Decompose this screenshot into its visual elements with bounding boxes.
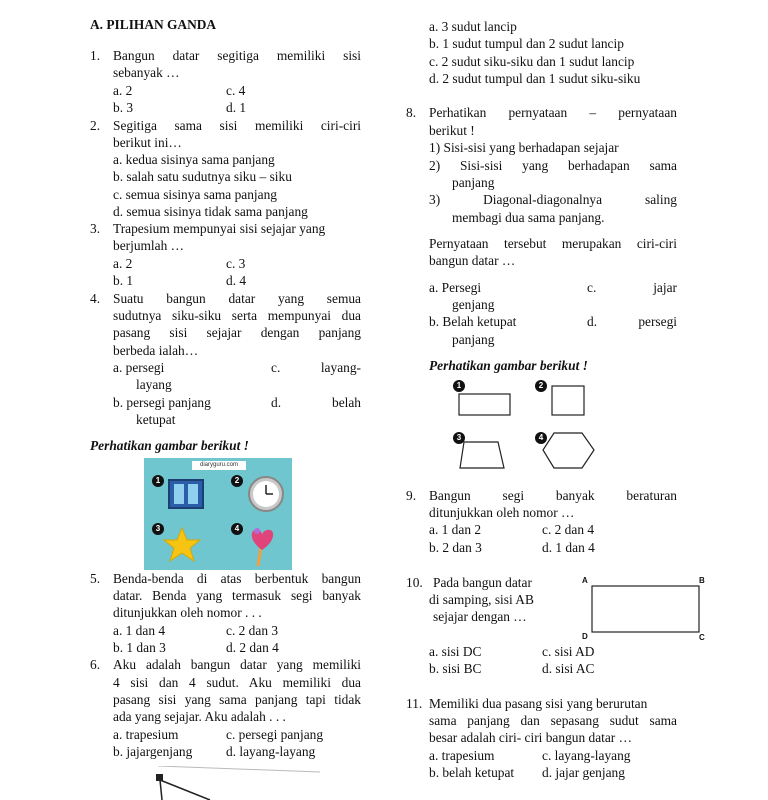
lollipop-icon bbox=[252, 528, 273, 566]
q10-text-3: sejajar dengan … bbox=[433, 609, 527, 624]
q8-statement-1: 1) Sisi-sisi yang berhadapan sejajar bbox=[429, 140, 619, 155]
q9-text: Bangun segi banyak beraturan bbox=[429, 488, 677, 503]
q8-statement-3: 3) Diagonal-diagonalnya saling bbox=[429, 192, 677, 207]
q5-option-b[interactable]: b. 1 dan 3 bbox=[113, 640, 166, 655]
objects-drawing bbox=[144, 458, 292, 570]
q2-text-2: berikut ini… bbox=[113, 135, 182, 150]
q3-text-2: berjumlah … bbox=[113, 238, 185, 253]
vertex-c-label: C bbox=[699, 633, 705, 642]
q10-option-d[interactable]: d. sisi AC bbox=[542, 661, 595, 676]
q10-number: 10. bbox=[406, 575, 423, 590]
square-shape bbox=[552, 386, 584, 415]
objects-picture bbox=[144, 458, 292, 570]
rectangle-shape bbox=[459, 394, 510, 415]
q6-text-3: pasang sisi yang sama panjang tapi tidak bbox=[113, 692, 361, 707]
q6-option-b[interactable]: b. jajargenjang bbox=[113, 744, 193, 759]
q1-option-c[interactable]: c. 4 bbox=[226, 83, 246, 98]
q4-text: Suatu bangun datar yang semua bbox=[113, 291, 361, 306]
look-caption-left: Perhatikan gambar berikut ! bbox=[90, 438, 249, 453]
q4-text-3: pasang sisi sejajar dengan panjang bbox=[113, 325, 361, 340]
q3-option-d[interactable]: d. 4 bbox=[226, 273, 247, 288]
q2-option-b[interactable]: b. salah satu sudutnya siku – siku bbox=[113, 169, 292, 184]
q2-option-d[interactable]: d. semua sisinya tidak sama panjang bbox=[113, 204, 308, 219]
q11-option-d[interactable]: d. jajar genjang bbox=[542, 765, 625, 780]
shapes-drawing bbox=[448, 378, 608, 474]
q11-number: 11. bbox=[406, 696, 423, 711]
object-number-3: 3 bbox=[152, 523, 164, 535]
q2-option-c[interactable]: c. semua sisinya sama panjang bbox=[113, 187, 277, 202]
q4-option-c[interactable]: c. layang- bbox=[271, 360, 361, 375]
section-heading: A. PILIHAN GANDA bbox=[90, 17, 217, 32]
q11-text: Memiliki dua pasang sisi yang berurutan bbox=[429, 696, 648, 711]
q3-option-a[interactable]: a. 2 bbox=[113, 256, 133, 271]
window-icon bbox=[169, 480, 203, 508]
q10-text-2: di samping, sisi AB bbox=[429, 592, 534, 607]
q11-option-c[interactable]: c. layang-layang bbox=[542, 748, 631, 763]
q4-option-d[interactable]: d. belah bbox=[271, 395, 361, 410]
q9-number: 9. bbox=[406, 488, 417, 503]
q1-option-a[interactable]: a. 2 bbox=[113, 83, 133, 98]
q8-statement-2-cont: panjang bbox=[452, 175, 495, 190]
q9-option-a[interactable]: a. 1 dan 2 bbox=[429, 522, 482, 537]
shape-number-3: 3 bbox=[453, 432, 465, 444]
q6-text: Aku adalah bangun datar yang memiliki bbox=[113, 657, 361, 672]
q9-option-d[interactable]: d. 1 dan 4 bbox=[542, 540, 595, 555]
q8-option-c[interactable]: c. jajar bbox=[587, 280, 677, 295]
q3-text: Trapesium mempunyai sisi sejajar yang bbox=[113, 221, 326, 236]
q2-number: 2. bbox=[90, 118, 101, 133]
q6-option-d[interactable]: d. layang-layang bbox=[226, 744, 316, 759]
q2-option-a[interactable]: a. kedua sisinya sama panjang bbox=[113, 152, 275, 167]
vertex-a-label: A bbox=[582, 576, 588, 585]
q7-option-d[interactable]: d. 2 sudut tumpul dan 1 sudut siku-siku bbox=[429, 71, 641, 86]
q5-option-c[interactable]: c. 2 dan 3 bbox=[226, 623, 279, 638]
q7-option-c[interactable]: c. 2 sudut siku-siku dan 1 sudut lancip bbox=[429, 54, 635, 69]
q9-option-c[interactable]: c. 2 dan 4 bbox=[542, 522, 595, 537]
q8-option-a[interactable]: a. Persegi bbox=[429, 280, 482, 295]
q6-option-c[interactable]: c. persegi panjang bbox=[226, 727, 324, 742]
q3-number: 3. bbox=[90, 221, 101, 236]
q8-option-b[interactable]: b. Belah ketupat bbox=[429, 314, 517, 329]
trapezoid-shape bbox=[460, 442, 504, 468]
q4-text-2: sudutnya siku-siku serta mempunyai dua bbox=[113, 308, 361, 323]
q8-prompt: Pernyataan tersebut merupakan ciri-ciri bbox=[429, 236, 677, 251]
q3-option-c[interactable]: c. 3 bbox=[226, 256, 246, 271]
q7-option-b[interactable]: b. 1 sudut tumpul dan 2 sudut lancip bbox=[429, 36, 624, 51]
q4-text-4: berbeda ialah… bbox=[113, 343, 199, 358]
q11-option-b[interactable]: b. belah ketupat bbox=[429, 765, 515, 780]
q5-text-3: ditunjukkan oleh nomor . . . bbox=[113, 605, 262, 620]
q10-option-a[interactable]: a. sisi DC bbox=[429, 644, 482, 659]
q7-option-a[interactable]: a. 3 sudut lancip bbox=[429, 19, 517, 34]
q5-number: 5. bbox=[90, 571, 101, 586]
q9-text-2: ditunjukkan oleh nomor … bbox=[429, 505, 575, 520]
q6-text-4: ada yang sejajar. Aku adalah . . . bbox=[113, 709, 286, 724]
look-caption-right: Perhatikan gambar berikut ! bbox=[429, 358, 588, 373]
q1-option-d[interactable]: d. 1 bbox=[226, 100, 247, 115]
object-number-4: 4 bbox=[231, 523, 243, 535]
q11-text-2: sama panjang dan sepasang sudut sama bbox=[429, 713, 677, 728]
q10-option-c[interactable]: c. sisi AD bbox=[542, 644, 595, 659]
q4-option-d-cont: ketupat bbox=[136, 412, 176, 427]
q8-statement-2: 2) Sisi-sisi yang berhadapan sama bbox=[429, 158, 677, 173]
shape-number-2: 2 bbox=[535, 380, 547, 392]
q5-text-2: datar. Benda yang termasuk segi banyak bbox=[113, 588, 361, 603]
q4-option-c-cont: layang bbox=[136, 377, 172, 392]
q5-option-a[interactable]: a. 1 dan 4 bbox=[113, 623, 166, 638]
q8-option-a-cont: genjang bbox=[452, 297, 495, 312]
q8-text-2: berikut ! bbox=[429, 123, 475, 138]
q4-option-b[interactable]: b. persegi panjang bbox=[113, 395, 211, 410]
q5-text: Benda-benda di atas berbentuk bangun bbox=[113, 571, 361, 586]
star-icon bbox=[164, 528, 200, 561]
shape-number-4: 4 bbox=[535, 432, 547, 444]
q8-statement-3-cont: membagi dua sama panjang. bbox=[452, 210, 605, 225]
q8-prompt-2: bangun datar … bbox=[429, 253, 516, 268]
partial-figure-cut bbox=[150, 766, 350, 800]
q8-text: Perhatikan pernyataan – pernyataan bbox=[429, 105, 677, 120]
clock-icon bbox=[249, 477, 283, 511]
q10-rectangle-figure bbox=[578, 574, 712, 644]
q8-number: 8. bbox=[406, 105, 417, 120]
q6-option-a[interactable]: a. trapesium bbox=[113, 727, 179, 742]
q6-text-2: 4 sisi dan 4 sudut. Aku memiliki dua bbox=[113, 675, 361, 690]
q11-text-3: besar adalah ciri- ciri bangun datar … bbox=[429, 730, 632, 745]
q10-option-b[interactable]: b. sisi BC bbox=[429, 661, 482, 676]
q3-option-b[interactable]: b. 1 bbox=[113, 273, 134, 288]
q1-option-b[interactable]: b. 3 bbox=[113, 100, 134, 115]
q6-number: 6. bbox=[90, 657, 101, 672]
watermark: diaryguru.com bbox=[192, 461, 246, 470]
hexagon-shape bbox=[543, 433, 594, 468]
object-number-2: 2 bbox=[231, 475, 243, 487]
shapes-picture bbox=[448, 378, 608, 474]
q5-option-d[interactable]: d. 2 dan 4 bbox=[226, 640, 279, 655]
q9-option-b[interactable]: b. 2 dan 3 bbox=[429, 540, 482, 555]
q10-text: Pada bangun datar bbox=[433, 575, 532, 590]
q11-option-a[interactable]: a. trapesium bbox=[429, 748, 495, 763]
q2-text: Segitiga sama sisi memiliki ciri-ciri bbox=[113, 118, 361, 133]
q1-number: 1. bbox=[90, 48, 101, 63]
q1-text: Bangun datar segitiga memiliki sisi bbox=[113, 48, 361, 63]
q8-option-d[interactable]: d. persegi bbox=[587, 314, 677, 329]
vertex-b-label: B bbox=[699, 576, 705, 585]
vertex-d-label: D bbox=[582, 632, 588, 641]
q4-number: 4. bbox=[90, 291, 101, 306]
q8-option-b-cont: panjang bbox=[452, 332, 495, 347]
shape-number-1: 1 bbox=[453, 380, 465, 392]
q1-text-2: sebanyak … bbox=[113, 65, 180, 80]
q4-option-a[interactable]: a. persegi bbox=[113, 360, 165, 375]
object-number-1: 1 bbox=[152, 475, 164, 487]
